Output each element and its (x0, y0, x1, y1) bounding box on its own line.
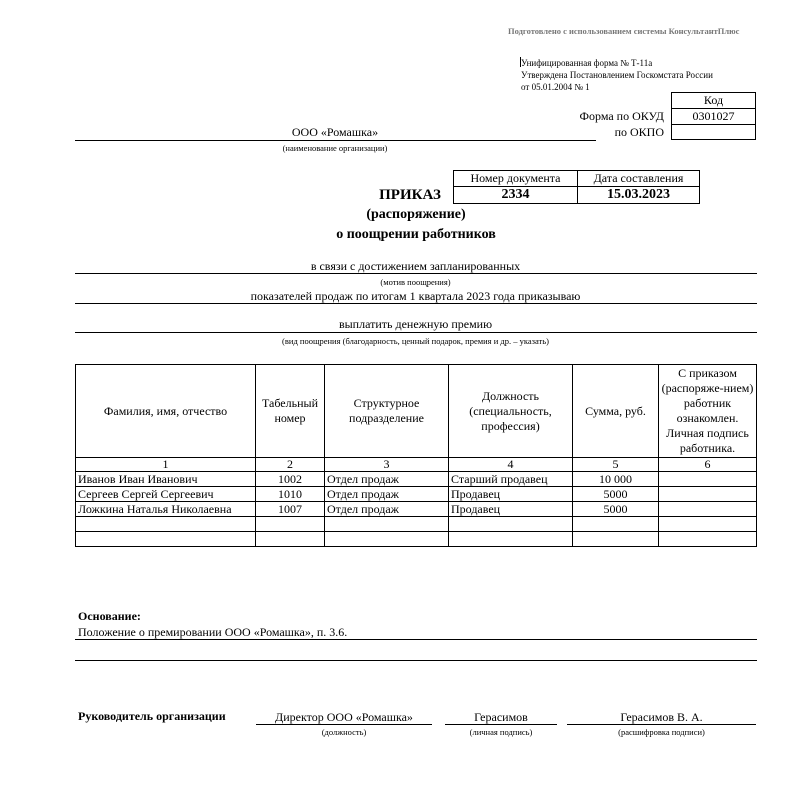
cell-sign (659, 502, 757, 517)
cell-tab: 1007 (256, 502, 325, 517)
reward-caption: (вид поощрения (благодарность, ценный подарок, премия и др. – указать) (282, 336, 549, 346)
doc-subtitle: (распоряжение) (366, 207, 466, 222)
signature-position: Директор ООО «Ромашка» (275, 710, 413, 724)
motive-line1: в связи с достижением запланированных (310, 259, 521, 273)
sign-underline (445, 724, 557, 725)
kod-label: Код (672, 93, 756, 109)
cell-dept (325, 517, 449, 532)
cell-position: Продавец (449, 502, 573, 517)
cell-sign (659, 472, 757, 487)
form-header-line1: Унифицированная форма № Т-11а (521, 58, 653, 68)
cell-fio: Иванов Иван Иванович (76, 472, 256, 487)
cell-fio: Ложкина Наталья Николаевна (76, 502, 256, 517)
cell-sum: 10 000 (573, 472, 659, 487)
header-sign: С приказом (распоряже-нием) работник ознакомлен. Личная подпись работника. (659, 365, 757, 458)
org-caption: (наименование организации) (282, 143, 388, 153)
cell-fio (76, 532, 256, 547)
org-name: ООО «Ромашка» (291, 125, 379, 139)
column-number-row (76, 458, 757, 472)
signature-decode: Герасимов В. А. (620, 710, 703, 724)
table-row (76, 472, 757, 487)
cell-sum: 5000 (573, 502, 659, 517)
motive-underline1 (75, 273, 757, 274)
org-underline (75, 140, 596, 141)
cell-dept: Отдел продаж (325, 502, 449, 517)
codes-table (671, 92, 756, 140)
col-num: 3 (325, 458, 449, 472)
cell-sign (659, 517, 757, 532)
header-fio: Фамилия, имя, отчество (76, 365, 256, 458)
col-num: 1 (76, 458, 256, 472)
signature-label: Руководитель организации (78, 709, 226, 723)
motive-line2: показателей продаж по итогам 1 квартала 2023 года приказываю (250, 289, 581, 303)
reward-line: выплатить денежную премию (338, 317, 493, 331)
position-underline (256, 724, 432, 725)
cell-fio (76, 517, 256, 532)
doc-subject: о поощрении работников (336, 227, 496, 242)
cell-position (449, 532, 573, 547)
header-tab: Табельный номер (256, 365, 325, 458)
doc-date-header: Дата составления (578, 171, 700, 187)
reward-underline (75, 332, 757, 333)
cell-tab (256, 532, 325, 547)
cell-sign (659, 487, 757, 502)
basis-text: Положение о премировании ООО «Ромашка», п. 3.6. (78, 625, 348, 639)
cell-sum: 5000 (573, 487, 659, 502)
consultant-note: Подготовлено с использованием системы КонсультантПлюс (508, 26, 740, 36)
header-position: Должность (специальность, профессия) (449, 365, 573, 458)
decode-caption: (расшифровка подписи) (618, 727, 705, 737)
cell-dept: Отдел продаж (325, 472, 449, 487)
cell-tab: 1002 (256, 472, 325, 487)
table-row (76, 502, 757, 517)
cell-position: Старший продавец (449, 472, 573, 487)
cell-position: Продавец (449, 487, 573, 502)
form-header-line2: Утверждена Постановлением Госкомстата России (521, 70, 713, 80)
basis-label: Основание: (78, 609, 141, 623)
doc-num-header: Номер документа (454, 171, 578, 187)
doc-title: ПРИКАЗ (379, 187, 441, 203)
employees-table (75, 364, 757, 547)
cell-tab (256, 517, 325, 532)
cell-dept: Отдел продаж (325, 487, 449, 502)
cell-tab: 1010 (256, 487, 325, 502)
motive-underline2 (75, 303, 757, 304)
basis-underline1 (75, 639, 757, 640)
cell-fio: Сергеев Сергей Сергеевич (76, 487, 256, 502)
okud-value: 0301027 (672, 109, 756, 125)
signature-sign: Герасимов (474, 710, 528, 724)
okud-label: Форма по ОКУД (579, 109, 664, 123)
header-sum: Сумма, руб. (573, 365, 659, 458)
table-header-row (76, 365, 757, 458)
form-header-line3: от 05.01.2004 № 1 (521, 82, 590, 92)
col-num: 5 (573, 458, 659, 472)
col-num: 6 (659, 458, 757, 472)
cell-dept (325, 532, 449, 547)
position-caption: (должность) (321, 727, 367, 737)
cell-sum (573, 532, 659, 547)
okpo-label: по ОКПО (614, 125, 664, 139)
table-row (76, 517, 757, 532)
doc-date: 15.03.2023 (578, 187, 700, 204)
doc-number: 2334 (454, 187, 578, 204)
decode-underline (567, 724, 756, 725)
cell-sign (659, 532, 757, 547)
cell-sum (573, 517, 659, 532)
motive-caption: (мотив поощрения) (380, 277, 451, 287)
basis-underline2 (75, 660, 757, 661)
cell-position (449, 517, 573, 532)
header-dept: Структурное подразделение (325, 365, 449, 458)
col-num: 4 (449, 458, 573, 472)
sign-caption: (личная подпись) (469, 727, 533, 737)
col-num: 2 (256, 458, 325, 472)
form-header (521, 57, 713, 81)
okpo-value (672, 125, 756, 140)
table-row (76, 487, 757, 502)
doc-number-table (453, 170, 700, 204)
table-row (76, 532, 757, 547)
